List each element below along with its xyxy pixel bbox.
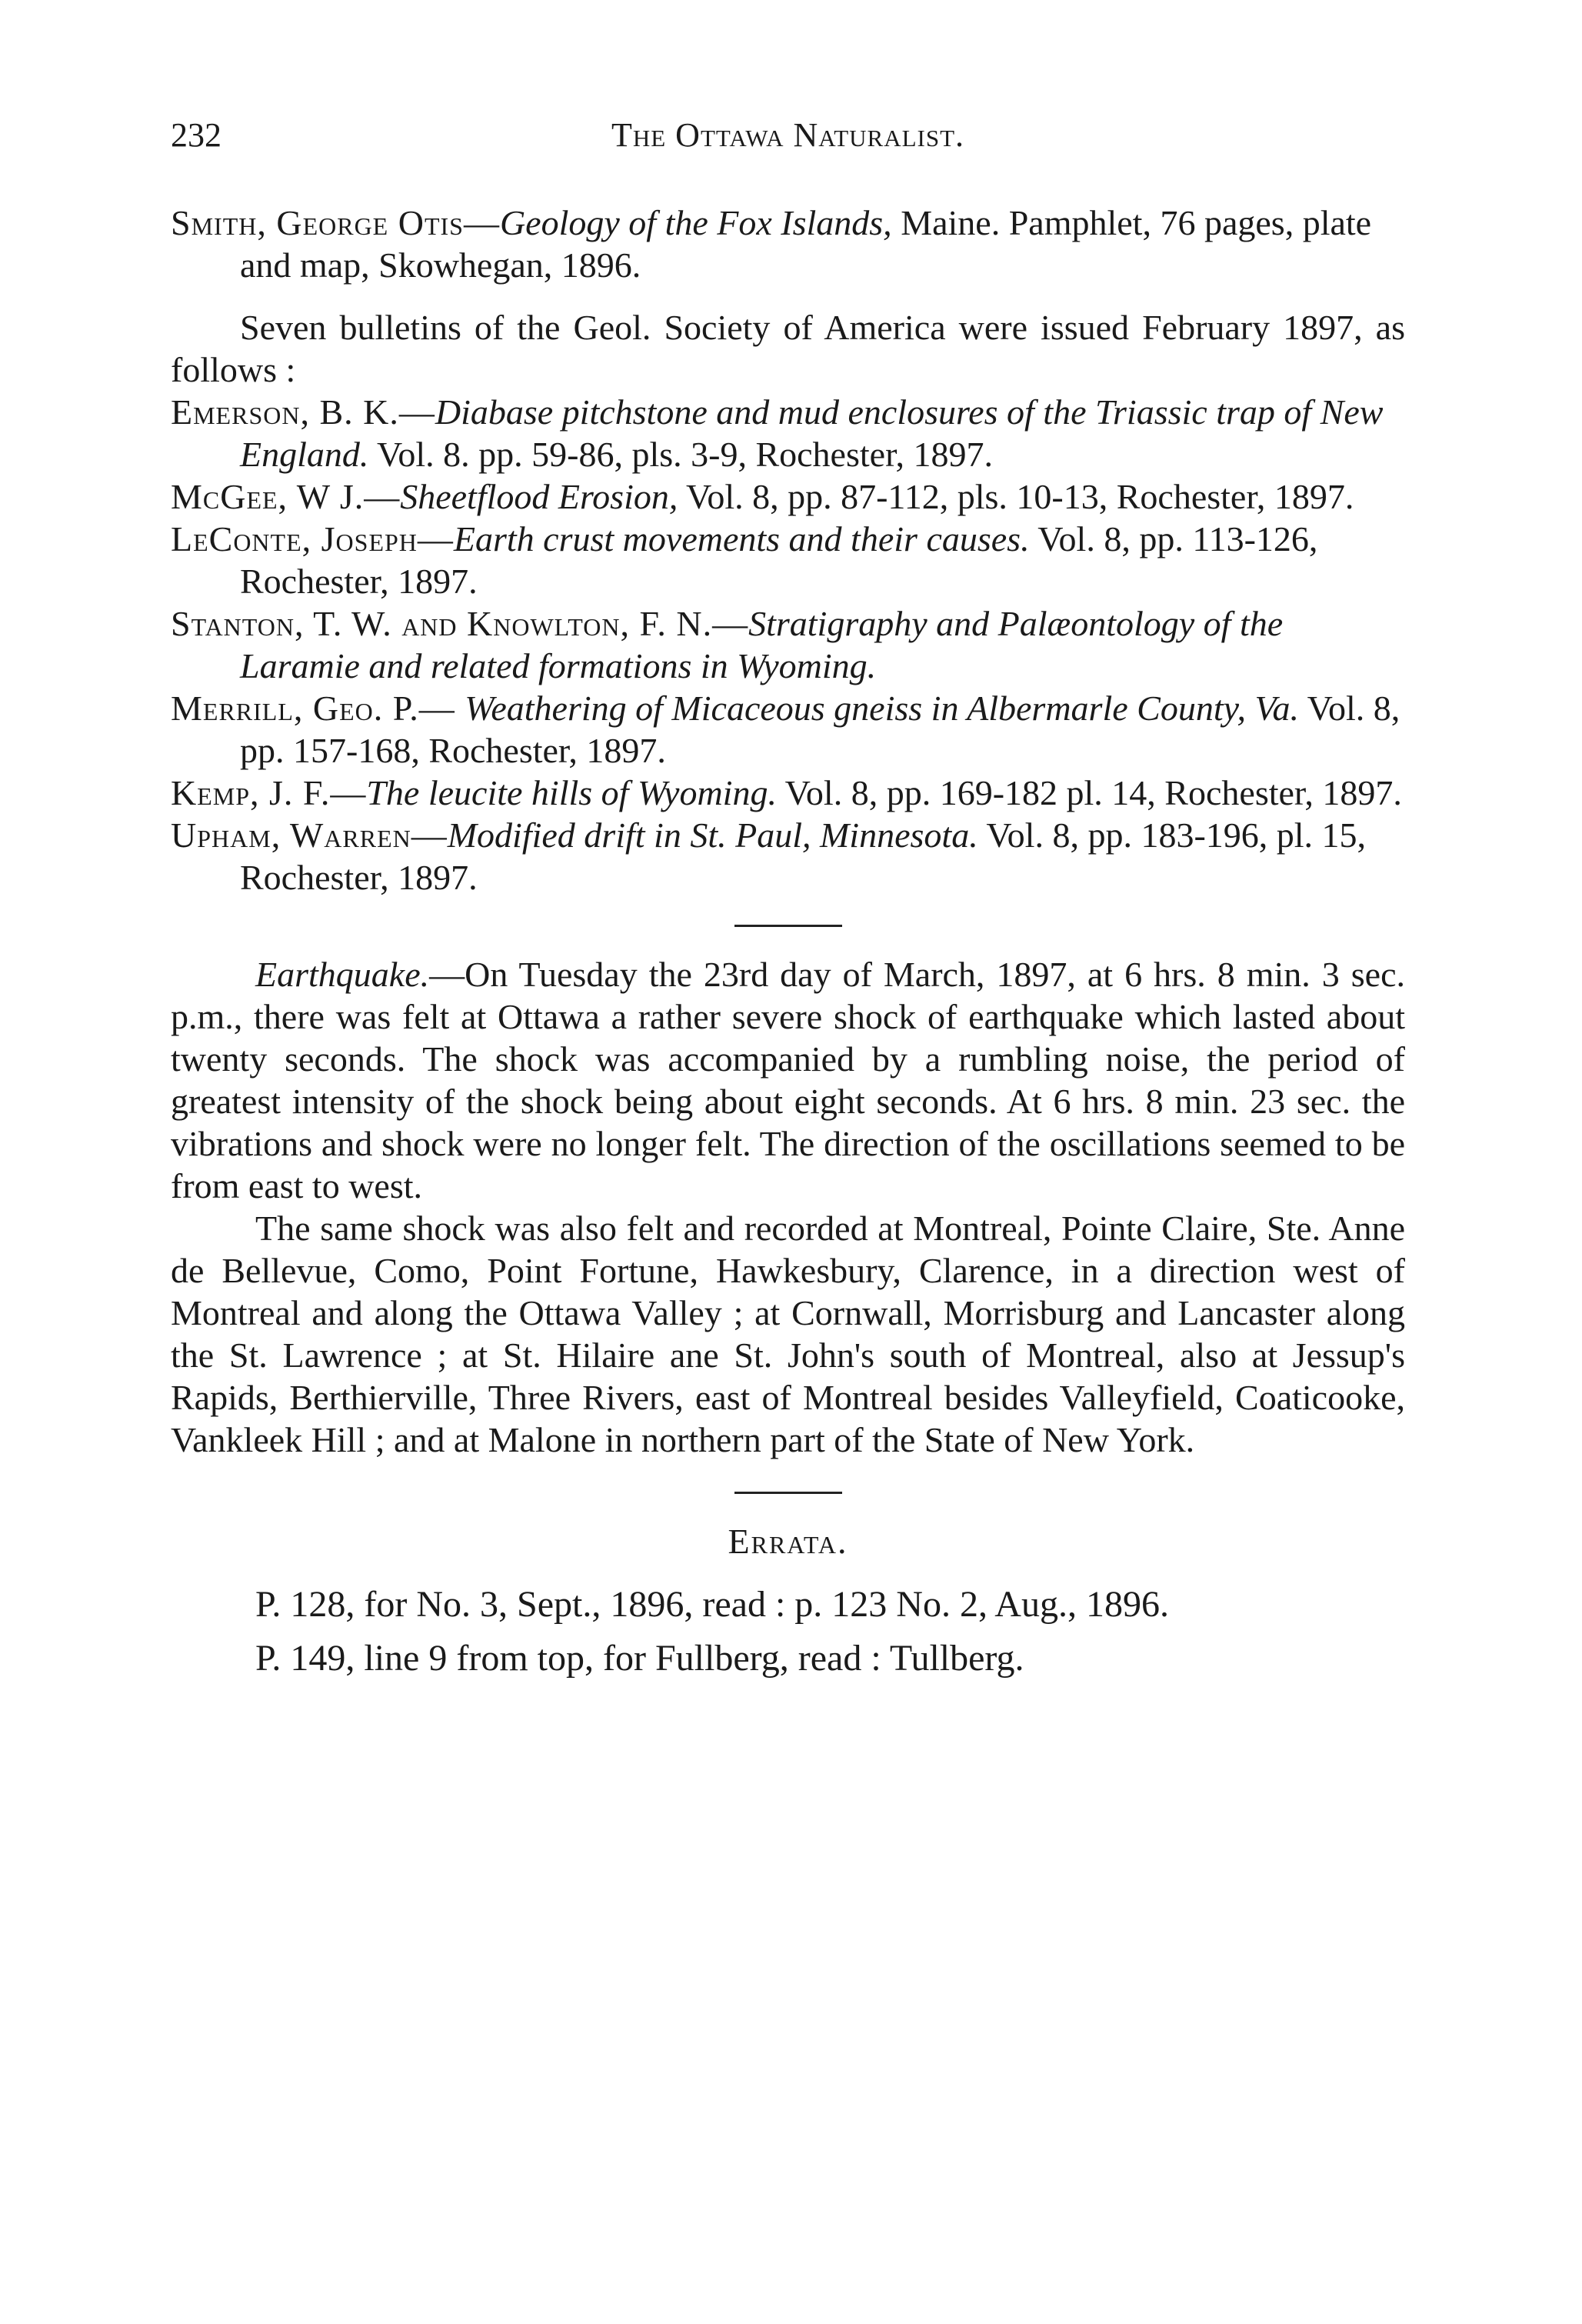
- entry-details: Vol. 8, pp. 157-168, Rochester, 1897.: [240, 689, 1400, 770]
- bibliography-entry: [171, 518, 1405, 602]
- entry-details: Vol. 8, pp. 113-126, Rochester, 1897.: [240, 519, 1318, 601]
- earthquake-paragraph: [171, 953, 1405, 1207]
- earthquake-paragraph-2: The same shock was also felt and recorded at Montreal, Pointe Claire, Ste. Anne de Bellevue, Como, Point Fortune, Hawkesbury, Clarence, in a direction west of Montreal and along the Ottawa Valley ; at Cornwall, Morrisburg and Lancaster along the St. Lawrence ; at St. Hilaire ane St. John's south of Montreal, also at Jessup's Rapids, Berthierville, Three Rivers, east of Montreal besides Valleyfield, Coaticooke, Vankleek Hill ; and at Malone in northern part of the State of New York.: [171, 1209, 1405, 1459]
- entry-details: Vol. 8. pp. 59-86, pls. 3-9, Rochester, 1897.: [368, 435, 994, 474]
- earthquake-lead: Earthquake.: [255, 955, 430, 994]
- entry-title: The leucite hills of Wyoming.: [366, 773, 777, 812]
- entry-author: LeConte, Joseph—: [171, 519, 454, 558]
- errata-line: P. 149, line 9 from top, for Fullberg, read : Tullberg.: [255, 1638, 1024, 1679]
- entry-title: Earth crust movements and their causes.: [453, 519, 1030, 558]
- entry-author: Merrill, Geo. P.—: [171, 689, 465, 728]
- entry-title: Weathering of Micaceous gneiss in Albermarle County, Va.: [465, 689, 1299, 728]
- entry-details: Vol. 8, pp. 169-182 pl. 14, Rochester, 1897.: [776, 773, 1402, 812]
- entry-title: Stratigraphy and Palæontology of the Laramie and related formations in Wyoming.: [240, 604, 1284, 685]
- earthquake-text: —On Tuesday the 23rd day of March, 1897, at 6 hrs. 8 min. 3 sec. p.m., there was felt at Ottawa a rather severe shock of earthquake which lasted about twenty seconds. The shock was accompanied by a rumbling noise, the period of greatest intensity of the shock being about eight seconds. At 6 hrs. 8 min. 23 sec. the vibrations and shock were no longer felt. The direction of the oscillations seemed to be from east to west.: [171, 955, 1405, 1205]
- bibliography-entry: [171, 475, 1405, 518]
- entry-title: Diabase pitchstone and mud enclosures of the Triassic trap of New England.: [240, 392, 1384, 474]
- entry-author: Smith, George Otis—: [171, 203, 500, 242]
- page-header: [171, 115, 1405, 162]
- bibliography-entry: [171, 202, 1405, 286]
- page-number: 232: [171, 116, 221, 154]
- section-divider: [734, 1492, 842, 1494]
- entry-title: Sheetflood Erosion,: [400, 477, 678, 516]
- entry-author: McGee, W J.—: [171, 477, 401, 516]
- entry-title: Geology of the Fox Islands,: [499, 203, 892, 242]
- bibliography-entry: [171, 602, 1405, 687]
- entry-details: Maine. Pamphlet, 76 pages, plate and map, Skowhegan, 1896.: [240, 203, 1372, 285]
- errata-line: P. 128, for No. 3, Sept., 1896, read : p. 123 No. 2, Aug., 1896.: [255, 1584, 1169, 1625]
- bibliography-entry: [171, 391, 1405, 475]
- entry-details: Vol. 8, pp. 87-112, pls. 10-13, Rochester, 1897.: [678, 477, 1354, 516]
- entry-title: Modified drift in St. Paul, Minnesota.: [447, 815, 978, 855]
- page-body: [171, 202, 1405, 1689]
- bibliography-entry: [171, 772, 1405, 814]
- entry-author: Upham, Warren—: [171, 815, 448, 855]
- entry-author: Kemp, J. F.—: [171, 773, 367, 812]
- section-divider: [734, 925, 842, 927]
- entry-author: Emerson, B. K.—: [171, 392, 435, 432]
- bibliography-entry: [171, 687, 1405, 772]
- intro-paragraph: Seven bulletins of the Geol. Society of America were issued February 1897, as follows :: [171, 308, 1405, 389]
- running-head: The Ottawa Naturalist.: [611, 116, 965, 154]
- entry-author: Stanton, T. W. and Knowlton, F. N.—: [171, 604, 749, 643]
- entry-details: Vol. 8, pp. 183-196, pl. 15, Rochester, 1897.: [240, 815, 1367, 897]
- errata-heading: Errata.: [728, 1522, 848, 1561]
- bibliography-entry: [171, 814, 1405, 899]
